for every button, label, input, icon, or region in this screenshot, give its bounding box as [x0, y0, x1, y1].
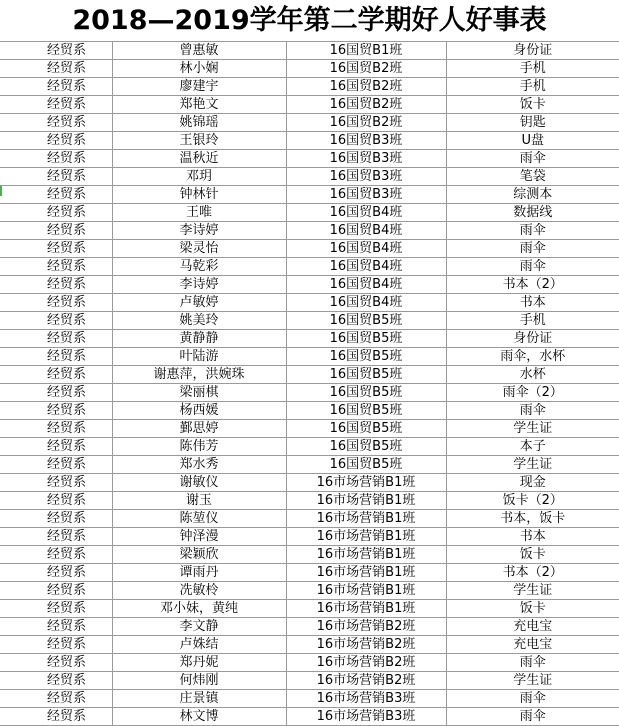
name-cell[interactable]: 王银玲	[112, 132, 286, 150]
item-cell[interactable]: 数据线	[446, 204, 619, 222]
item-cell[interactable]: 雨伞	[446, 240, 619, 258]
name-cell[interactable]: 钟林针	[112, 186, 286, 204]
dept-cell[interactable]: 经贸系	[0, 528, 112, 546]
dept-cell[interactable]: 经贸系	[0, 510, 112, 528]
name-cell[interactable]: 梁丽棋	[112, 384, 286, 402]
item-cell[interactable]: 笔袋	[446, 168, 619, 186]
name-cell[interactable]: 林小娴	[112, 60, 286, 78]
class-cell[interactable]: 16市场营销B1班	[286, 546, 446, 564]
class-cell[interactable]: 16国贸B2班	[286, 114, 446, 132]
dept-cell[interactable]: 经贸系	[0, 636, 112, 654]
class-cell[interactable]: 16国贸B5班	[286, 384, 446, 402]
table-row	[0, 474, 619, 492]
table-row	[0, 492, 619, 510]
table-row	[0, 60, 619, 78]
item-cell[interactable]: 书本，饭卡	[446, 510, 619, 528]
class-cell[interactable]: 16国贸B2班	[286, 78, 446, 96]
class-cell[interactable]: 16国贸B3班	[286, 168, 446, 186]
table-row	[0, 672, 619, 690]
class-cell[interactable]: 16市场营销B1班	[286, 528, 446, 546]
item-cell[interactable]: 身份证	[446, 42, 619, 60]
item-cell[interactable]: 身份证	[446, 330, 619, 348]
class-cell[interactable]: 16国贸B4班	[286, 204, 446, 222]
item-cell[interactable]: 雨伞	[446, 402, 619, 420]
dept-cell[interactable]: 经贸系	[0, 474, 112, 492]
item-cell[interactable]: 书本（2）	[446, 276, 619, 294]
item-cell[interactable]: 雨伞（2）	[446, 384, 619, 402]
dept-cell[interactable]: 经贸系	[0, 78, 112, 96]
item-cell[interactable]: 书本（2）	[446, 564, 619, 582]
name-cell[interactable]: 谢玉	[112, 492, 286, 510]
dept-cell[interactable]: 经贸系	[0, 186, 112, 204]
table-row	[0, 438, 619, 456]
class-cell[interactable]: 16国贸B3班	[286, 186, 446, 204]
item-cell[interactable]: 手机	[446, 60, 619, 78]
name-cell[interactable]: 姚锦瑶	[112, 114, 286, 132]
item-cell[interactable]: 手机	[446, 312, 619, 330]
class-cell[interactable]: 16国贸B3班	[286, 132, 446, 150]
name-cell[interactable]: 梁灵怡	[112, 240, 286, 258]
dept-cell[interactable]: 经贸系	[0, 60, 112, 78]
table-row	[0, 366, 619, 384]
row-marker	[0, 186, 2, 196]
name-cell[interactable]: 卢敏婷	[112, 294, 286, 312]
class-cell[interactable]: 16国贸B5班	[286, 312, 446, 330]
class-cell[interactable]: 16国贸B4班	[286, 276, 446, 294]
name-cell[interactable]: 马乾彩	[112, 258, 286, 276]
dept-cell[interactable]: 经贸系	[0, 708, 112, 726]
name-cell[interactable]: 陈堃仪	[112, 510, 286, 528]
name-cell[interactable]: 王唯	[112, 204, 286, 222]
table-row	[0, 222, 619, 240]
dept-cell[interactable]: 经贸系	[0, 402, 112, 420]
class-cell[interactable]: 16市场营销B1班	[286, 510, 446, 528]
class-cell[interactable]: 16国贸B4班	[286, 222, 446, 240]
class-cell[interactable]: 16国贸B2班	[286, 96, 446, 114]
table-row	[0, 294, 619, 312]
item-cell[interactable]: 雨伞	[446, 222, 619, 240]
class-cell[interactable]: 16国贸B5班	[286, 456, 446, 474]
name-cell[interactable]: 庄景镇	[112, 690, 286, 708]
table-row	[0, 600, 619, 618]
dept-cell[interactable]: 经贸系	[0, 312, 112, 330]
class-cell[interactable]: 16市场营销B3班	[286, 690, 446, 708]
class-cell[interactable]: 16市场营销B2班	[286, 618, 446, 636]
name-cell[interactable]: 邓小妹，黄纯	[112, 600, 286, 618]
name-cell[interactable]: 李文静	[112, 618, 286, 636]
table-row	[0, 690, 619, 708]
table-row	[0, 186, 619, 204]
dept-cell[interactable]: 经贸系	[0, 672, 112, 690]
dept-cell[interactable]: 经贸系	[0, 546, 112, 564]
dept-cell[interactable]: 经贸系	[0, 348, 112, 366]
table-row	[0, 636, 619, 654]
name-cell[interactable]: 钟泽漫	[112, 528, 286, 546]
table-row	[0, 114, 619, 132]
dept-cell[interactable]: 经贸系	[0, 582, 112, 600]
table-row	[0, 42, 619, 60]
dept-cell[interactable]: 经贸系	[0, 420, 112, 438]
dept-cell[interactable]: 经贸系	[0, 564, 112, 582]
dept-cell[interactable]: 经贸系	[0, 690, 112, 708]
table-row	[0, 168, 619, 186]
dept-cell[interactable]: 经贸系	[0, 438, 112, 456]
class-cell[interactable]: 16市场营销B1班	[286, 600, 446, 618]
dept-cell[interactable]: 经贸系	[0, 384, 112, 402]
class-cell[interactable]: 16市场营销B2班	[286, 636, 446, 654]
dept-cell[interactable]: 经贸系	[0, 618, 112, 636]
dept-cell[interactable]: 经贸系	[0, 456, 112, 474]
item-cell[interactable]: 手机	[446, 78, 619, 96]
item-cell[interactable]: 饭卡	[446, 600, 619, 618]
table-row	[0, 564, 619, 582]
name-cell[interactable]: 谢敏仪	[112, 474, 286, 492]
class-cell[interactable]: 16国贸B4班	[286, 294, 446, 312]
table-row	[0, 402, 619, 420]
item-cell[interactable]: 书本	[446, 528, 619, 546]
dept-cell[interactable]: 经贸系	[0, 42, 112, 60]
table-row	[0, 96, 619, 114]
item-cell[interactable]: 雨伞	[446, 690, 619, 708]
class-cell[interactable]: 16国贸B3班	[286, 150, 446, 168]
name-cell[interactable]: 谢惠萍，洪婉珠	[112, 366, 286, 384]
name-cell[interactable]: 郑水秀	[112, 456, 286, 474]
name-cell[interactable]: 黄静静	[112, 330, 286, 348]
table-row	[0, 510, 619, 528]
item-cell[interactable]: 学生证	[446, 672, 619, 690]
class-cell[interactable]: 16国贸B5班	[286, 366, 446, 384]
dept-cell[interactable]: 经贸系	[0, 366, 112, 384]
dept-cell[interactable]: 经贸系	[0, 330, 112, 348]
class-cell[interactable]: 16国贸B5班	[286, 420, 446, 438]
table-row	[0, 240, 619, 258]
table-row	[0, 132, 619, 150]
class-cell[interactable]: 16国贸B5班	[286, 330, 446, 348]
table-row	[0, 420, 619, 438]
table-row	[0, 384, 619, 402]
item-cell[interactable]: 雨伞，水杯	[446, 348, 619, 366]
table-row	[0, 276, 619, 294]
name-cell[interactable]: 陈伟芳	[112, 438, 286, 456]
item-cell[interactable]: 雨伞	[446, 258, 619, 276]
item-cell[interactable]: 综测本	[446, 186, 619, 204]
item-cell[interactable]: 饭卡	[446, 546, 619, 564]
name-cell[interactable]: 郑丹妮	[112, 654, 286, 672]
table-row	[0, 312, 619, 330]
name-cell[interactable]: 李诗婷	[112, 222, 286, 240]
item-cell[interactable]: 充电宝	[446, 636, 619, 654]
table-row	[0, 78, 619, 96]
table-row	[0, 654, 619, 672]
dept-cell[interactable]: 经贸系	[0, 132, 112, 150]
name-cell[interactable]: 冼敏柃	[112, 582, 286, 600]
name-cell[interactable]: 谭雨丹	[112, 564, 286, 582]
item-cell[interactable]: 雨伞	[446, 654, 619, 672]
class-cell[interactable]: 16市场营销B2班	[286, 654, 446, 672]
dept-cell[interactable]: 经贸系	[0, 240, 112, 258]
item-cell[interactable]: 书本	[446, 294, 619, 312]
item-cell[interactable]: 雨伞	[446, 150, 619, 168]
class-cell[interactable]: 16市场营销B1班	[286, 492, 446, 510]
good-deeds-table	[0, 42, 619, 726]
name-cell[interactable]: 卢姝结	[112, 636, 286, 654]
item-cell[interactable]: 本子	[446, 438, 619, 456]
dept-cell[interactable]: 经贸系	[0, 114, 112, 132]
table-row	[0, 348, 619, 366]
class-cell[interactable]: 16国贸B5班	[286, 348, 446, 366]
name-cell[interactable]: 鄞思婷	[112, 420, 286, 438]
name-cell[interactable]: 何炜刚	[112, 672, 286, 690]
table-row	[0, 258, 619, 276]
dept-cell[interactable]: 经贸系	[0, 294, 112, 312]
class-cell[interactable]: 16国贸B1班	[286, 42, 446, 60]
name-cell[interactable]: 姚美玲	[112, 312, 286, 330]
item-cell[interactable]: 学生证	[446, 420, 619, 438]
dept-cell[interactable]: 经贸系	[0, 150, 112, 168]
table-row	[0, 546, 619, 564]
class-cell[interactable]: 16国贸B5班	[286, 438, 446, 456]
sheet-title[interactable]: 2018—2019学年第二学期好人好事表	[0, 0, 619, 42]
table-row	[0, 708, 619, 726]
item-cell[interactable]: 饭卡	[446, 96, 619, 114]
class-cell[interactable]: 16国贸B4班	[286, 258, 446, 276]
table-row	[0, 204, 619, 222]
item-cell[interactable]: 钥匙	[446, 114, 619, 132]
class-cell[interactable]: 16市场营销B3班	[286, 708, 446, 726]
table-row	[0, 582, 619, 600]
item-cell[interactable]: 学生证	[446, 456, 619, 474]
dept-cell[interactable]: 经贸系	[0, 276, 112, 294]
name-cell[interactable]: 李诗婷	[112, 276, 286, 294]
name-cell[interactable]: 邓玥	[112, 168, 286, 186]
name-cell[interactable]: 曾惠敏	[112, 42, 286, 60]
item-cell[interactable]: 充电宝	[446, 618, 619, 636]
item-cell[interactable]: 饭卡（2）	[446, 492, 619, 510]
dept-cell[interactable]: 经贸系	[0, 492, 112, 510]
class-cell[interactable]: 16国贸B5班	[286, 402, 446, 420]
name-cell[interactable]: 杨西媛	[112, 402, 286, 420]
name-cell[interactable]: 叶陆游	[112, 348, 286, 366]
class-cell[interactable]: 16市场营销B2班	[286, 672, 446, 690]
dept-cell[interactable]: 经贸系	[0, 204, 112, 222]
name-cell[interactable]: 温秋近	[112, 150, 286, 168]
item-cell[interactable]: 学生证	[446, 582, 619, 600]
table-row	[0, 150, 619, 168]
dept-cell[interactable]: 经贸系	[0, 600, 112, 618]
item-cell[interactable]: 水杯	[446, 366, 619, 384]
name-cell[interactable]: 郑艳文	[112, 96, 286, 114]
table-row	[0, 456, 619, 474]
dept-cell[interactable]: 经贸系	[0, 222, 112, 240]
dept-cell[interactable]: 经贸系	[0, 168, 112, 186]
name-cell[interactable]: 廖建宇	[112, 78, 286, 96]
name-cell[interactable]: 梁颖欣	[112, 546, 286, 564]
class-cell[interactable]: 16市场营销B1班	[286, 582, 446, 600]
table-row	[0, 330, 619, 348]
name-cell[interactable]: 林文博	[112, 708, 286, 726]
item-cell[interactable]: 雨伞	[446, 708, 619, 726]
class-cell[interactable]: 16市场营销B1班	[286, 474, 446, 492]
table-row	[0, 618, 619, 636]
dept-cell[interactable]: 经贸系	[0, 258, 112, 276]
item-cell[interactable]: 现金	[446, 474, 619, 492]
table-body	[0, 42, 619, 726]
item-cell[interactable]: U盘	[446, 132, 619, 150]
dept-cell[interactable]: 经贸系	[0, 96, 112, 114]
class-cell[interactable]: 16市场营销B1班	[286, 564, 446, 582]
class-cell[interactable]: 16国贸B4班	[286, 240, 446, 258]
class-cell[interactable]: 16国贸B2班	[286, 60, 446, 78]
table-row	[0, 528, 619, 546]
dept-cell[interactable]: 经贸系	[0, 654, 112, 672]
